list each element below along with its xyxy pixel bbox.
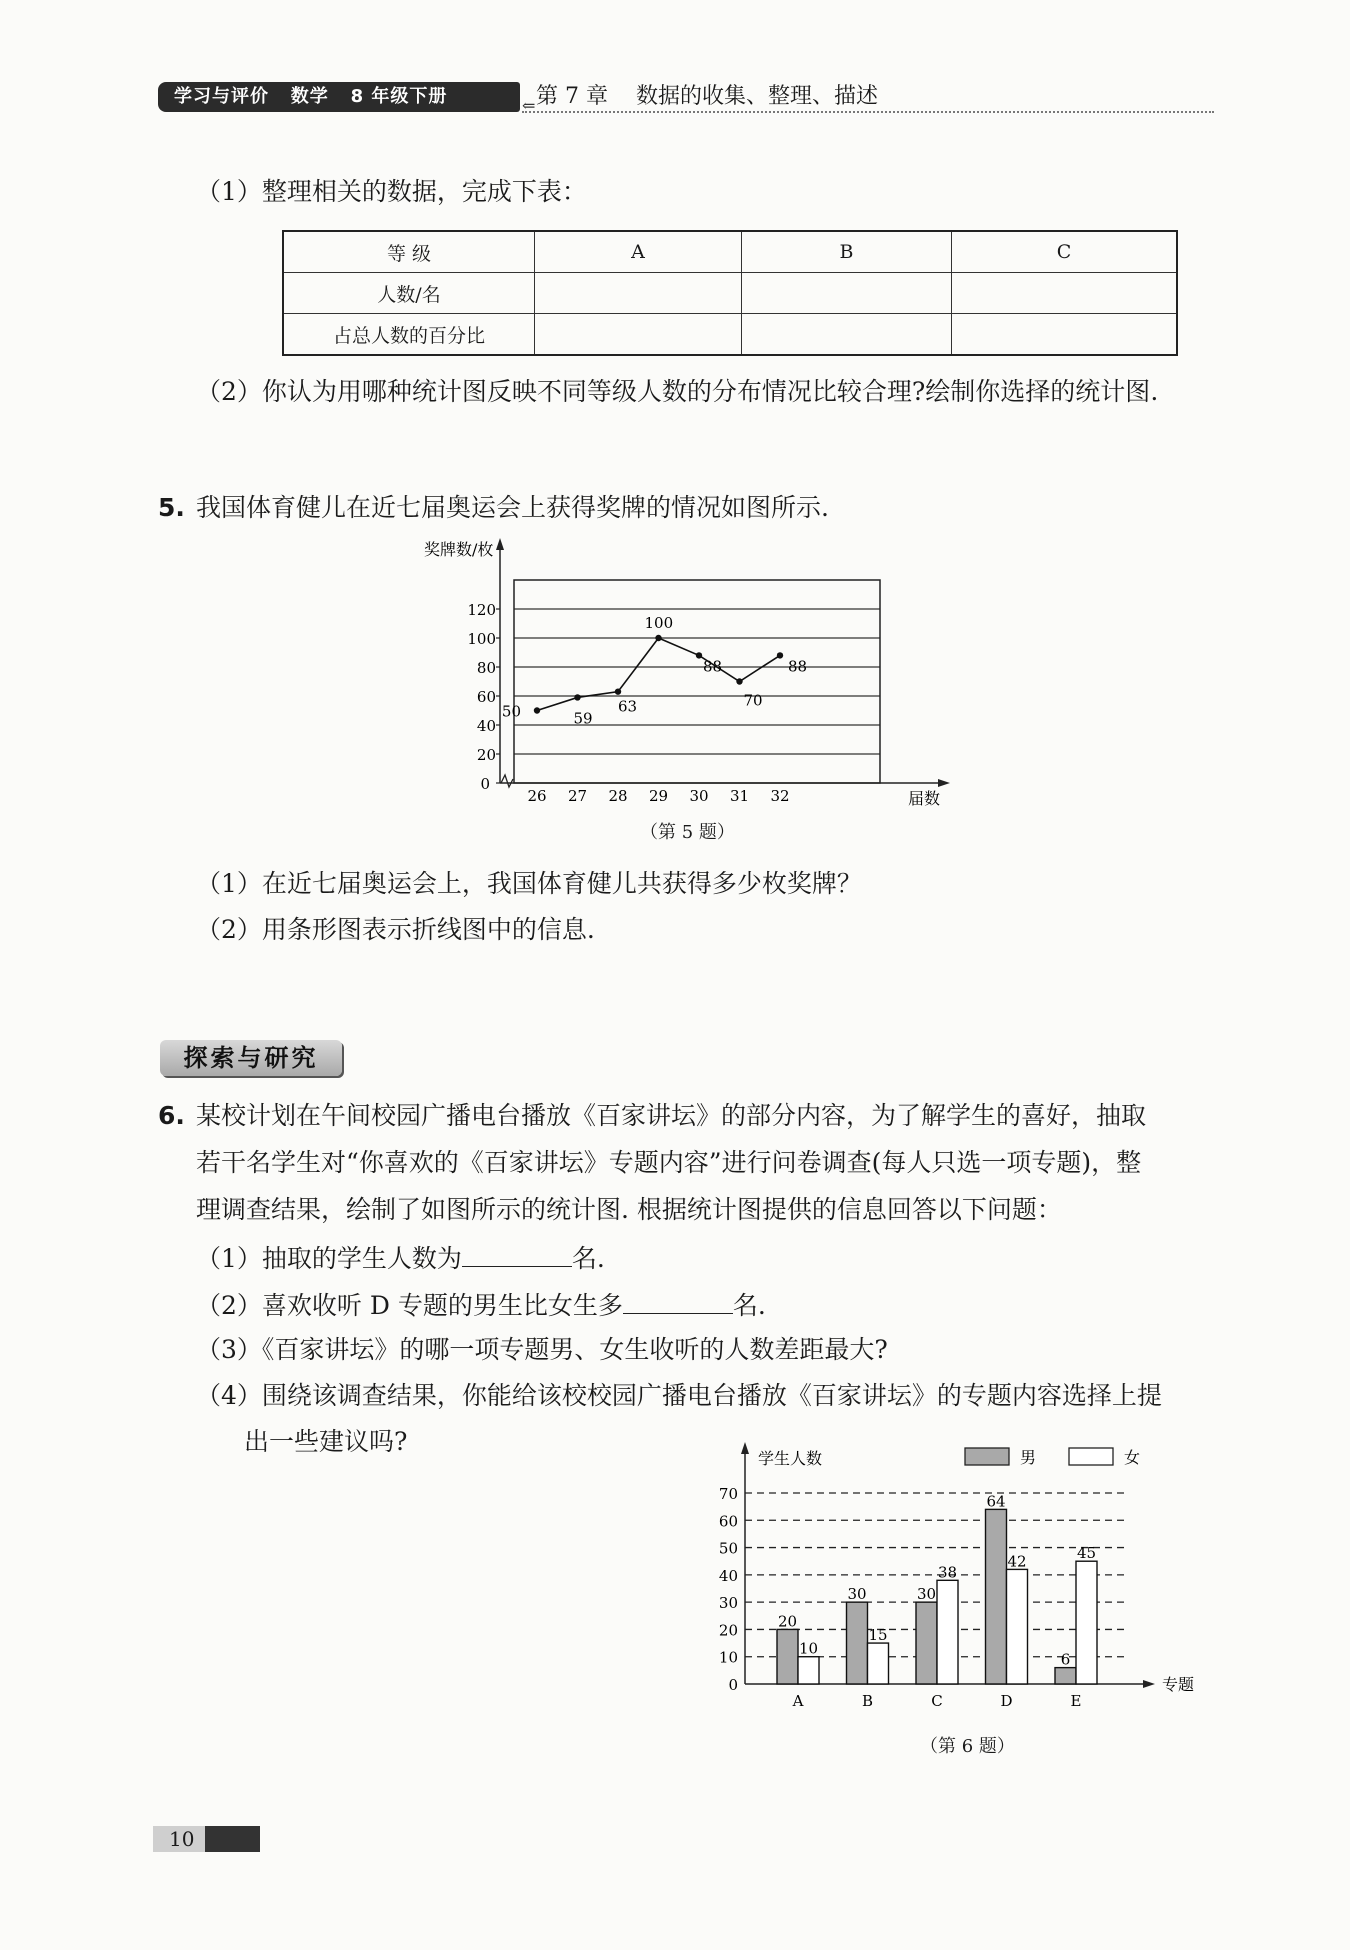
section-title-badge: 探索与研究 xyxy=(160,1040,342,1076)
q6-part2 xyxy=(196,1285,766,1324)
q6-caption: （第 6 题） xyxy=(920,1736,1015,1757)
header-rule xyxy=(522,111,1214,113)
x-axis-label: 专题 xyxy=(1162,1675,1195,1694)
q4-part2: （2）你认为用哪种统计图反映不同等级人数的分布情况比较合理?绘制你选择的统计图. xyxy=(196,377,1159,406)
q4-part1: （1）整理相关的数据，完成下表： xyxy=(196,177,587,206)
x-tick-label: C xyxy=(931,1692,943,1710)
table-row xyxy=(283,231,1177,273)
y-tick-label: 60 xyxy=(718,1512,738,1531)
data-label: 63 xyxy=(618,697,638,716)
bar-female xyxy=(798,1657,819,1684)
x-tick-label: D xyxy=(1000,1692,1013,1710)
data-label: 100 xyxy=(644,614,674,632)
x-tick-label: A xyxy=(792,1692,804,1710)
legend-swatch-female xyxy=(1069,1448,1113,1465)
data-point xyxy=(574,694,580,700)
data-point xyxy=(736,678,742,684)
data-label: 59 xyxy=(573,709,593,728)
q6-part2-unit: 名. xyxy=(732,1291,766,1320)
y-axis-arrow-icon xyxy=(741,1442,749,1454)
data-label: 20 xyxy=(777,1612,798,1631)
x-tick-label: E xyxy=(1070,1692,1082,1710)
chart-grid xyxy=(496,609,880,783)
data-point xyxy=(615,688,621,694)
table-row xyxy=(283,314,1177,356)
q5-caption: （第 5 题） xyxy=(640,822,735,843)
x-tick-label: B xyxy=(861,1692,874,1710)
q5-text: 我国体育健儿在近七届奥运会上获得奖牌的情况如图所示. xyxy=(196,493,829,522)
bar-female xyxy=(1007,1569,1028,1684)
table-cell[interactable] xyxy=(741,314,951,356)
data-label: 50 xyxy=(501,702,521,721)
x-tick-label: 30 xyxy=(689,787,709,805)
q6-part2-text: （2）喜欢收听 D 专题的男生比女生多 xyxy=(196,1291,623,1320)
x-tick-label: 31 xyxy=(729,787,750,805)
bar-male xyxy=(847,1602,868,1684)
x-tick-label: 28 xyxy=(608,787,628,805)
page-number: 10 xyxy=(153,1826,260,1852)
data-label: 30 xyxy=(916,1585,937,1604)
y-axis-label: 学生人数 xyxy=(758,1449,823,1468)
bar-female xyxy=(868,1643,889,1684)
q5-part2: （2）用条形图表示折线图中的信息. xyxy=(196,915,595,944)
bar-male xyxy=(1055,1668,1076,1684)
table-column-header: C xyxy=(952,231,1177,273)
q6-line-2: 若干名学生对“你喜欢的《百家讲坛》专题内容”进行问卷调查(每人只选一项专题)，整 xyxy=(196,1148,1142,1177)
table-row-header: 等 级 xyxy=(283,231,535,273)
data-label: 88 xyxy=(788,657,808,676)
x-tick-label: 29 xyxy=(648,787,669,805)
y-axis-label: 奖牌数/枚 xyxy=(424,540,494,559)
x-axis-arrow-icon xyxy=(938,779,950,787)
data-label: 6 xyxy=(1060,1650,1071,1669)
plot-frame xyxy=(514,580,880,783)
bar-female xyxy=(1076,1561,1097,1684)
q5-part1: （1）在近七届奥运会上，我国体育健儿共获得多少枚奖牌？ xyxy=(196,869,862,898)
data-label: 42 xyxy=(1007,1552,1027,1571)
table-column-header: A xyxy=(535,231,742,273)
table-cell[interactable] xyxy=(952,273,1177,314)
q6-part3: （3）《百家讲坛》的哪一项专题男、女生收听的人数差距最大? xyxy=(196,1335,888,1364)
y-tick-label: 0 xyxy=(480,775,490,793)
table-row-header: 人数/名 xyxy=(283,273,535,314)
q6-line-1: 某校计划在午间校园广播电台播放《百家讲坛》的部分内容，为了解学生的喜好，抽取 xyxy=(196,1101,1147,1130)
q6-line-3: 理调查结果，绘制了如图所示的统计图. 根据统计图提供的信息回答以下问题： xyxy=(196,1195,1062,1224)
legend xyxy=(965,1448,1140,1467)
q6-part1-text: （1）抽取的学生人数为 xyxy=(196,1244,462,1273)
bar-female xyxy=(937,1580,958,1684)
bar-male xyxy=(986,1509,1007,1684)
table-row-header: 占总人数的百分比 xyxy=(283,314,535,356)
data-label: 64 xyxy=(986,1492,1006,1511)
y-tick-label: 0 xyxy=(728,1676,738,1694)
legend-swatch-male xyxy=(965,1448,1009,1465)
series-line xyxy=(502,614,807,727)
q6-part4-line2: 出一些建议吗? xyxy=(244,1427,408,1456)
y-tick-label: 80 xyxy=(476,659,496,677)
data-label: 45 xyxy=(1076,1544,1097,1563)
y-tick-label: 10 xyxy=(718,1648,738,1667)
x-tick-label: 32 xyxy=(770,787,790,805)
data-label: 10 xyxy=(798,1639,819,1658)
y-axis-arrow-icon xyxy=(496,538,504,550)
data-label: 30 xyxy=(847,1585,867,1604)
q6-part4-line1: （4）围绕该调查结果，你能给该校校园广播电台播放《百家讲坛》的专题内容选择上提 xyxy=(196,1381,1162,1410)
x-axis-label: 届数 xyxy=(908,789,941,808)
y-tick-label: 40 xyxy=(718,1566,738,1585)
y-tick-label: 120 xyxy=(467,601,496,619)
legend-label-female: 女 xyxy=(1124,1448,1141,1467)
table-row xyxy=(283,273,1177,314)
data-point xyxy=(655,635,661,641)
y-tick-label: 70 xyxy=(718,1485,738,1503)
q5-number: 5. xyxy=(158,493,185,522)
table-cell[interactable] xyxy=(535,314,742,356)
book-title-badge: 学习与评价 数学 8 年级下册 xyxy=(158,82,520,112)
table-cell[interactable] xyxy=(952,314,1177,356)
axis-break-icon xyxy=(501,775,513,787)
q6-part1-unit: 名. xyxy=(571,1244,605,1273)
bars xyxy=(777,1492,1097,1684)
data-point xyxy=(777,652,783,658)
bar-male xyxy=(777,1629,798,1684)
y-tick-label: 30 xyxy=(718,1594,738,1613)
bar-male xyxy=(916,1602,937,1684)
answer-blank[interactable] xyxy=(462,1238,572,1267)
data-label: 88 xyxy=(703,657,723,676)
medal-line-chart xyxy=(410,530,970,820)
q6-number: 6. xyxy=(158,1101,185,1130)
y-tick-label: 20 xyxy=(476,746,496,764)
grade-table xyxy=(282,230,1178,356)
y-tick-label: 20 xyxy=(718,1621,738,1640)
data-label: 70 xyxy=(743,691,763,710)
table-column-header: B xyxy=(741,231,951,273)
arrow-left-icon: ⇐ xyxy=(522,96,536,115)
answer-blank[interactable] xyxy=(623,1285,733,1314)
x-tick-label: 27 xyxy=(567,787,588,805)
x-axis-arrow-icon xyxy=(1143,1680,1155,1688)
table-cell[interactable] xyxy=(535,273,742,314)
y-tick-label: 50 xyxy=(718,1539,738,1558)
data-point xyxy=(534,707,540,713)
x-tick-label: 26 xyxy=(527,787,547,805)
y-tick-label: 40 xyxy=(476,717,496,735)
data-label: 38 xyxy=(937,1563,958,1582)
data-point xyxy=(696,652,702,658)
table-cell[interactable] xyxy=(741,273,951,314)
q6-part1 xyxy=(196,1238,605,1277)
chapter-title: 第 7 章 数据的收集、整理、描述 xyxy=(536,84,878,109)
topic-bar-chart xyxy=(700,1430,1210,1720)
legend-label-male: 男 xyxy=(1020,1448,1037,1467)
data-label: 15 xyxy=(868,1626,888,1645)
y-tick-label: 100 xyxy=(467,630,496,648)
y-tick-label: 60 xyxy=(476,688,496,706)
